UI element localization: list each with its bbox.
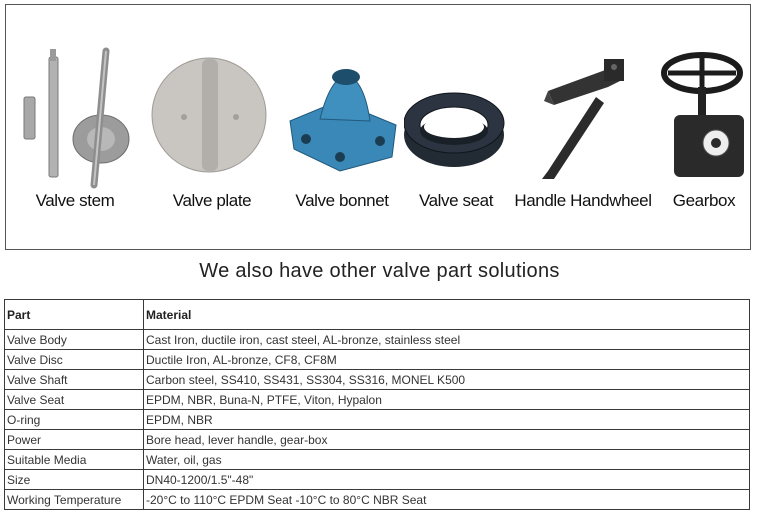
table-row [5,410,750,430]
part-cell: Valve Shaft [5,370,144,390]
part-cell: Valve Seat [5,390,144,410]
material-cell: Ductile Iron, AL-bronze, CF8, CF8M [144,350,750,370]
table-header-row [5,300,750,330]
part-gearbox [658,5,750,249]
table-row [5,370,750,390]
gearbox-photo [658,39,750,189]
part-label-gearbox: Gearbox [672,191,736,210]
header-material: Material [144,300,750,330]
material-cell: Carbon steel, SS410, SS431, SS304, SS316, MONEL K500 [144,370,750,390]
valve-plate-photo [144,39,280,189]
valve-bonnet-photo [280,39,404,189]
material-cell: EPDM, NBR, Buna-N, PTFE, Viton, Hypalon [144,390,750,410]
part-valve-bonnet [280,5,404,249]
part-label-valve-stem: Valve stem [35,191,115,210]
part-cell: Valve Body [5,330,144,350]
material-cell: Water, oil, gas [144,450,750,470]
product-photo-panel [5,4,751,250]
handle-photo [508,39,658,189]
material-cell: EPDM, NBR [144,410,750,430]
part-label-valve-bonnet: Valve bonnet [295,191,389,210]
part-cell: Working Temperature [5,490,144,510]
table-row [5,350,750,370]
part-valve-plate [144,5,280,249]
part-valve-stem [6,5,144,249]
table-row [5,430,750,450]
part-handle-handwheel [508,5,658,249]
material-cell: DN40-1200/1.5"-48" [144,470,750,490]
table-row [5,390,750,410]
part-label-valve-seat: Valve seat [418,191,494,210]
header-part: Part [5,300,144,330]
part-cell: Size [5,470,144,490]
material-cell: Cast Iron, ductile iron, cast steel, AL-bronze, stainless steel [144,330,750,350]
material-spec-table [4,299,750,510]
table-row [5,470,750,490]
material-cell: Bore head, lever handle, gear-box [144,430,750,450]
table-row [5,490,750,510]
part-valve-seat [404,5,508,249]
part-cell: Valve Disc [5,350,144,370]
table-row [5,450,750,470]
material-cell: -20°C to 110°C EPDM Seat -10°C to 80°C NBR Seat [144,490,750,510]
table-row [5,330,750,350]
part-cell: Power [5,430,144,450]
part-label-handle-handwheel: Handle Handwheel [514,191,652,210]
valve-stem-photo [6,39,144,189]
part-cell: O-ring [5,410,144,430]
valve-seat-photo [404,39,508,189]
part-label-valve-plate: Valve plate [172,191,252,210]
section-headline: We also have other valve part solutions [199,260,560,282]
part-cell: Suitable Media [5,450,144,470]
